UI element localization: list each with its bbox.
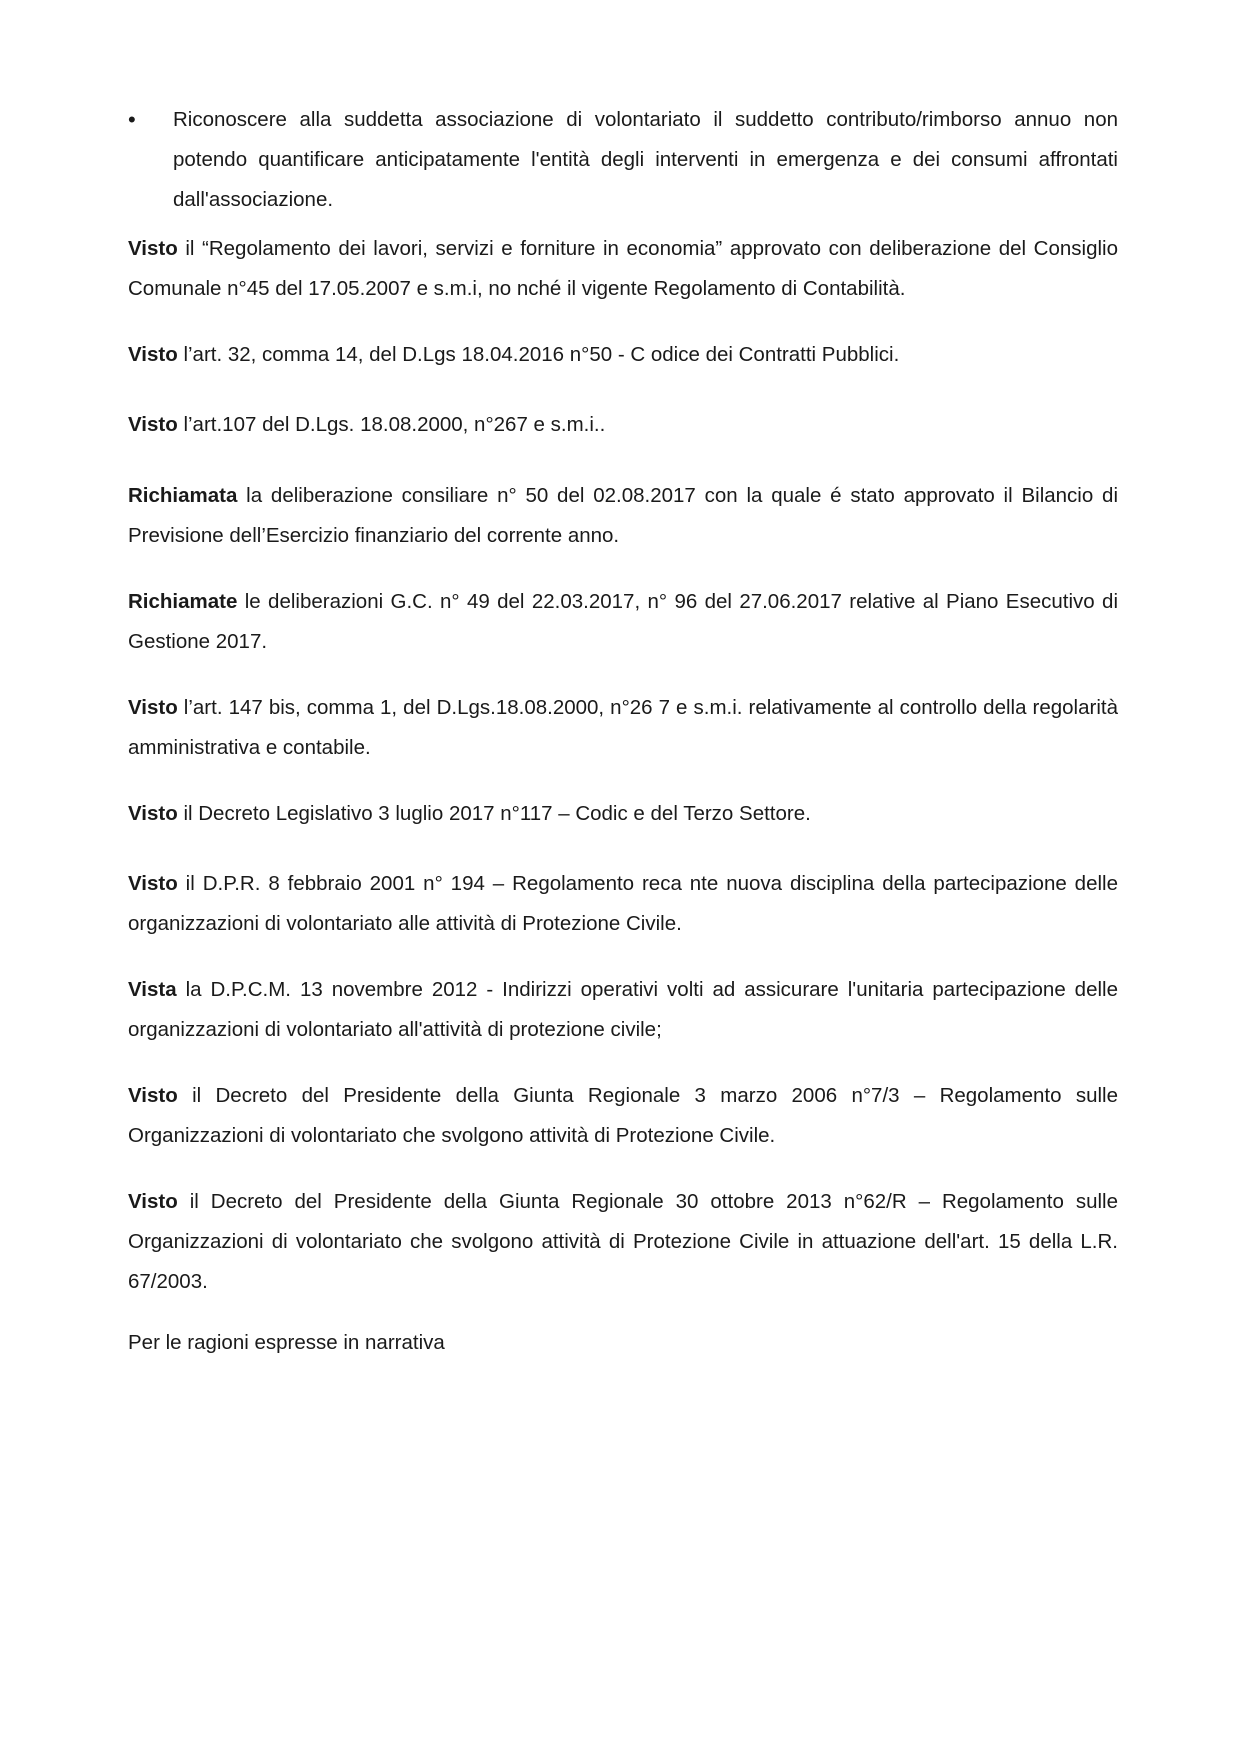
paragraph-piano-esecutivo xyxy=(128,582,1118,662)
closing-line: Per le ragioni espresse in narrativa xyxy=(128,1331,445,1354)
bullet-text: Riconoscere alla suddetta associazione di volontariato il suddetto contributo/rimborso annuo non potendo quantificare anticipatamente l'entità degli interventi in emergenza e dei consumi affrontati dall'associazione. xyxy=(173,108,1118,211)
paragraph-decreto-2013 xyxy=(128,1182,1118,1302)
paragraph-keyword: Richiamata xyxy=(128,484,238,507)
paragraph-keyword: Visto xyxy=(128,1190,178,1213)
paragraph-text: l’art.107 del D.Lgs. 18.08.2000, n°267 e s.m.i.. xyxy=(177,413,606,436)
paragraph-terzo-settore xyxy=(128,794,1118,834)
paragraph-keyword: Vista xyxy=(128,978,177,1001)
paragraph-keyword: Visto xyxy=(128,696,178,719)
paragraph-text: le deliberazioni G.C. n° 49 del 22.03.2017, n° 96 del 27.06.2017 relative al Piano Esecutivo di Gestione 2017. xyxy=(128,590,1118,653)
paragraph-keyword: Visto xyxy=(128,343,178,366)
bullet-symbol: • xyxy=(128,107,136,132)
paragraph-text: il D.P.R. 8 febbraio 2001 n° 194 – Regolamento reca nte nuova disciplina della partecipazione delle organizzazioni di volontariato alle attività di Protezione Civile. xyxy=(128,872,1118,935)
paragraph-text: il Decreto del Presidente della Giunta Regionale 3 marzo 2006 n°7/3 – Regolamento sulle Organizzazioni di volontariato che svolgono attività di Protezione Civile. xyxy=(128,1084,1118,1147)
paragraph-text: la D.P.C.M. 13 novembre 2012 - Indirizzi operativi volti ad assicurare l'unitaria partecipazione delle organizzazioni di volontariato all'attività di protezione civile; xyxy=(128,978,1118,1041)
paragraph-dpr-194 xyxy=(128,864,1118,944)
paragraph-dpcm-2012 xyxy=(128,970,1118,1050)
paragraph-decreto-2006 xyxy=(128,1076,1118,1156)
paragraph-art-147-bis xyxy=(128,688,1118,768)
paragraph-text: l’art. 32, comma 14, del D.Lgs 18.04.2016 n°50 - C odice dei Contratti Pubblici. xyxy=(177,343,900,366)
paragraph-art-107 xyxy=(128,405,1118,445)
paragraph-keyword: Visto xyxy=(128,237,178,260)
paragraph-text: l’art. 147 bis, comma 1, del D.Lgs.18.08.2000, n°26 7 e s.m.i. relativamente al controllo della regolarità amministrativa e contabile. xyxy=(128,696,1118,759)
paragraph-text: la deliberazione consiliare n° 50 del 02.08.2017 con la quale é stato approvato il Bilancio di Previsione dell’Esercizio finanziario del corrente anno. xyxy=(128,484,1118,547)
paragraph-keyword: Richiamate xyxy=(128,590,238,613)
paragraph-bilancio xyxy=(128,476,1118,556)
paragraph-text: il Decreto del Presidente della Giunta Regionale 30 ottobre 2013 n°62/R – Regolamento sulle Organizzazioni di volontariato che svolgono attività di Protezione Civile in attuazione dell'art. 15 della L.R. 67/2003. xyxy=(128,1190,1118,1293)
paragraph-text: il “Regolamento dei lavori, servizi e forniture in economia” approvato con deliberazione del Consiglio Comunale n°45 del 17.05.2007 e s.m.i, no nché il vigente Regolamento di Contabilità. xyxy=(128,237,1118,300)
paragraph-keyword: Visto xyxy=(128,413,178,436)
paragraph-art-32 xyxy=(128,335,1118,375)
paragraph-regolamento-lavori xyxy=(128,229,1118,309)
paragraph-text: il Decreto Legislativo 3 luglio 2017 n°117 – Codic e del Terzo Settore. xyxy=(177,802,811,825)
paragraph-keyword: Visto xyxy=(128,872,178,895)
bullet-item xyxy=(128,100,1118,220)
paragraph-keyword: Visto xyxy=(128,1084,178,1107)
paragraph-keyword: Visto xyxy=(128,802,178,825)
